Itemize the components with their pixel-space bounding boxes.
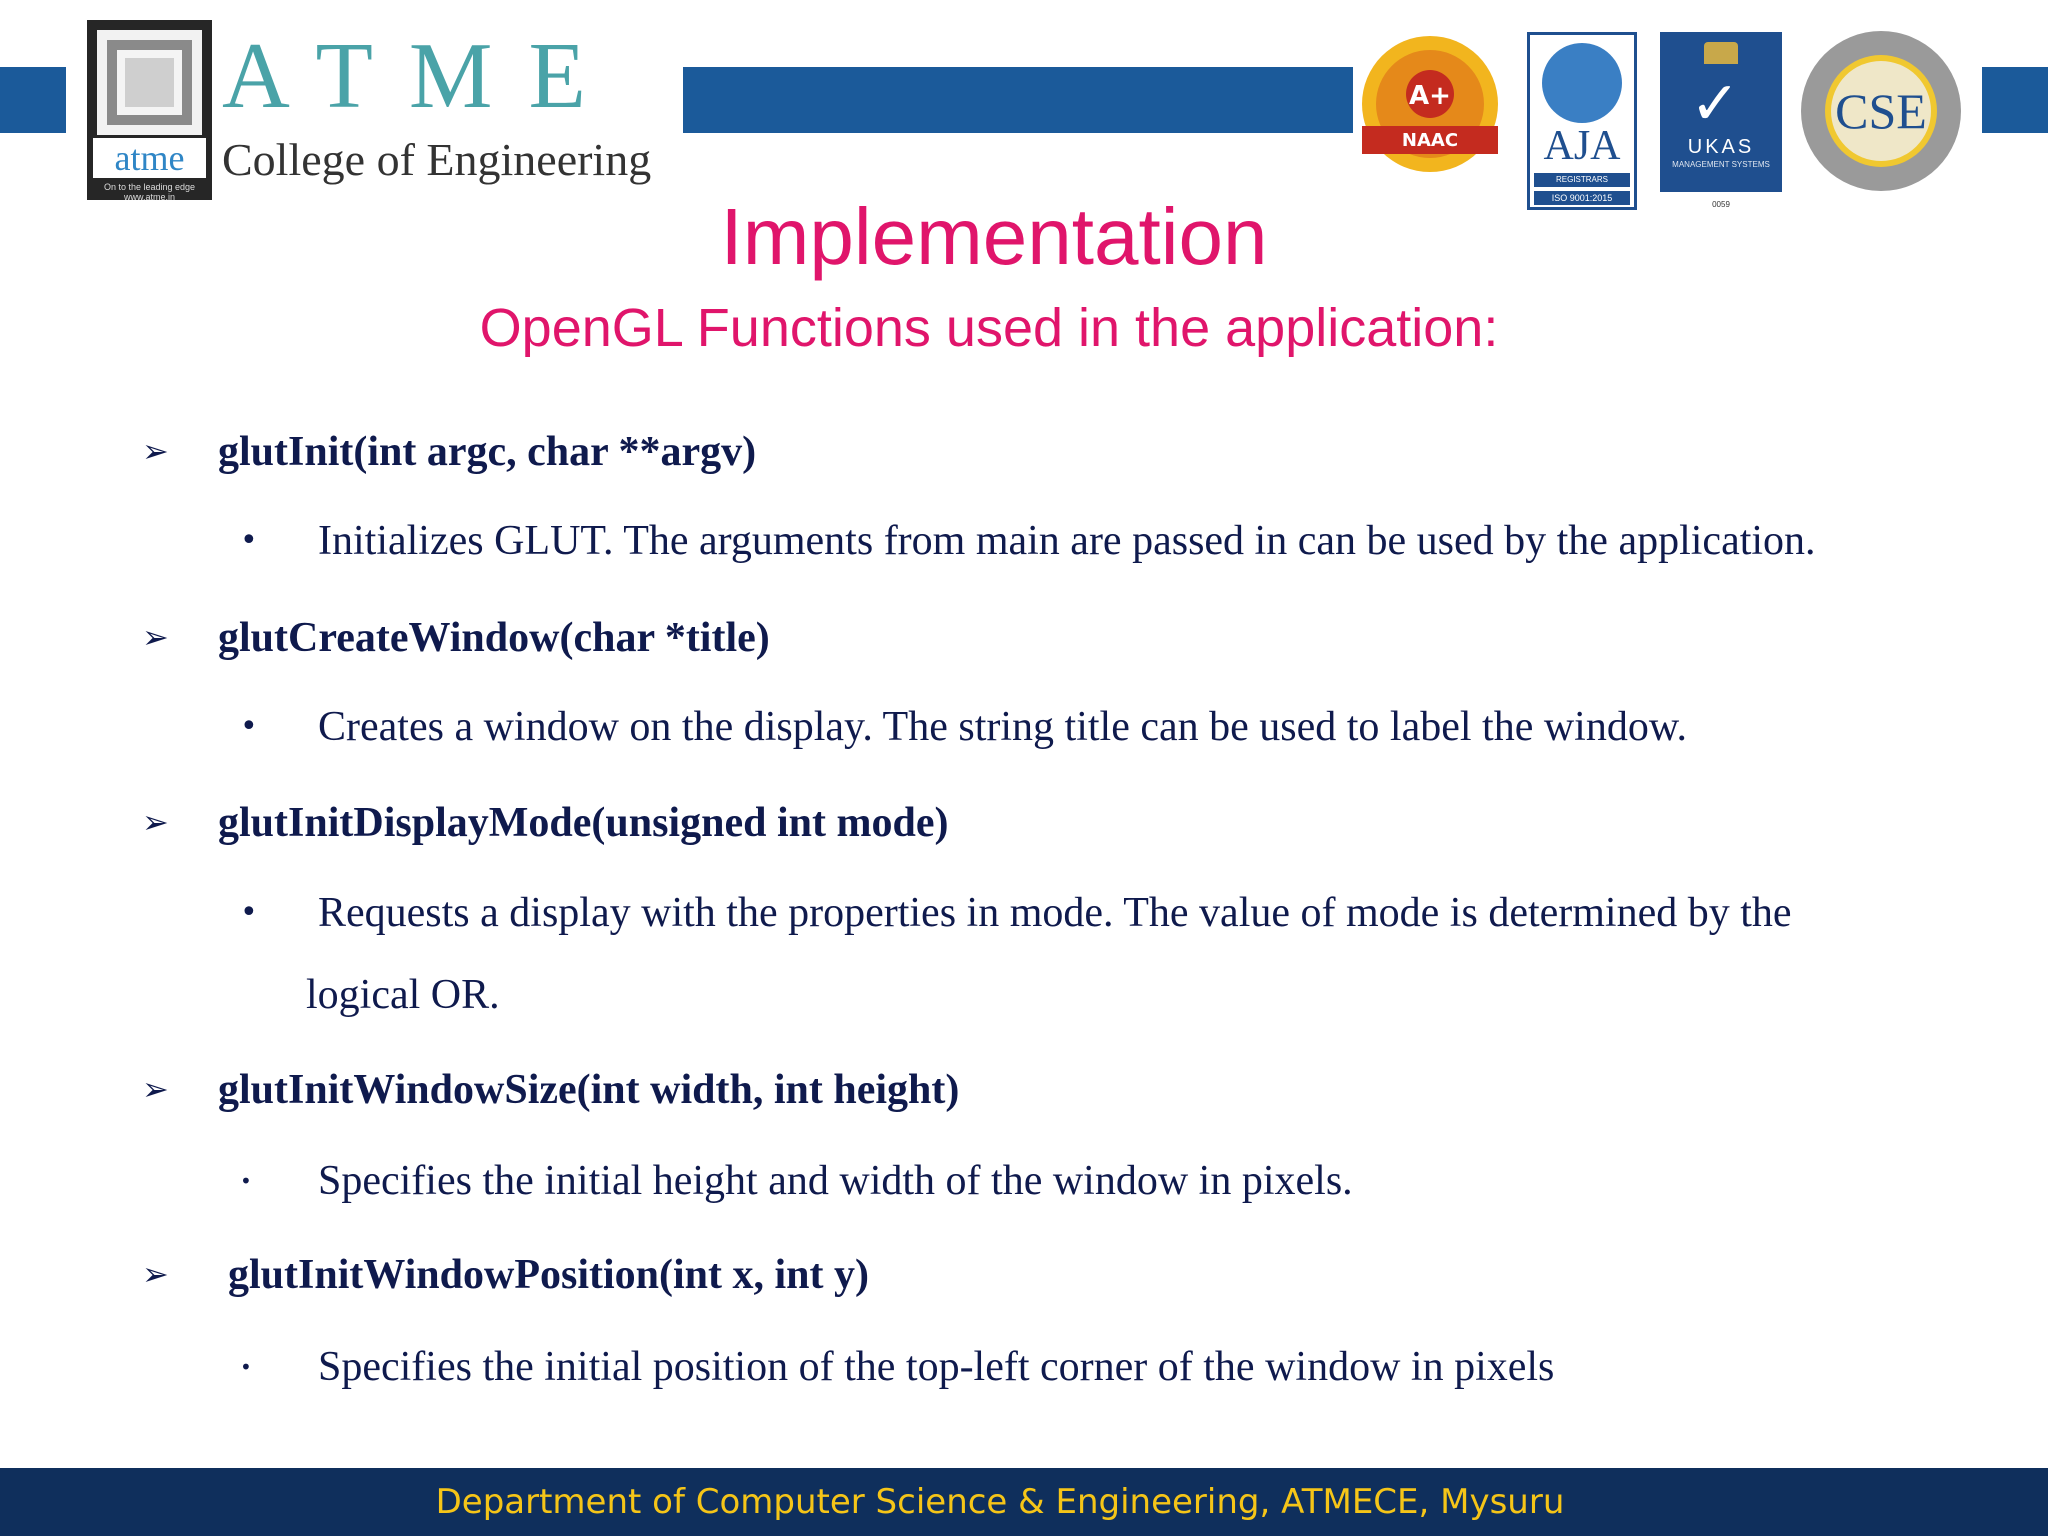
header-band-middle [683, 67, 1353, 133]
college-letters: ATME [222, 24, 622, 128]
function-signature: glutInitWindowPosition(int x, int y) [228, 1252, 870, 1298]
bullet-icon: • [240, 895, 258, 930]
arrow-bullet-icon: ➢ [142, 432, 169, 470]
cse-name: CSE [1835, 83, 1927, 139]
page-title: Implementation [720, 192, 1268, 281]
function-description: • Creates a window on the display. The string title can be used to label the window. [240, 700, 1687, 754]
logo-square-emblem [97, 30, 202, 135]
crown-icon [1704, 42, 1738, 64]
function-item [142, 795, 948, 850]
cse-badge [1798, 28, 1964, 194]
ukas-badge: ✓ UKAS MANAGEMENT SYSTEMS 0059 [1660, 32, 1782, 192]
globe-icon [1542, 43, 1622, 123]
function-signature: glutCreateWindow(char *title) [218, 615, 770, 661]
function-item [142, 610, 770, 665]
arrow-bullet-icon: ➢ [142, 803, 169, 841]
header-band-left [0, 67, 66, 133]
function-signature: glutInitDisplayMode(unsigned int mode) [218, 800, 949, 846]
function-signature: glutInit(int argc, char **argv) [218, 429, 757, 475]
function-item [142, 424, 756, 479]
arrow-bullet-icon: ➢ [142, 1070, 169, 1108]
college-name: College of Engineering [222, 134, 652, 185]
check-icon: ✓ [1690, 69, 1741, 139]
bullet-icon: • [240, 1355, 252, 1379]
function-description: • Specifies the initial position of the top-left corner of the window in pixels [240, 1340, 1554, 1394]
function-description-continued: logical OR. [306, 972, 500, 1018]
footer-text: Department of Computer Science & Engineering, ATMECE, Mysuru [435, 1482, 1565, 1522]
footer-bar [0, 1468, 2048, 1536]
function-description: • Requests a display with the properties in mode. The value of mode is determined by the [240, 886, 1792, 940]
function-item [142, 1247, 869, 1302]
function-description: • Initializes GLUT. The arguments from main are passed in can be used by the application. [240, 514, 1816, 568]
function-signature: glutInitWindowSize(int width, int height) [218, 1067, 960, 1113]
aja-badge: AJA REGISTRARS ISO 9001:2015 [1527, 32, 1637, 210]
header-band-right [1982, 67, 2048, 133]
arrow-bullet-icon: ➢ [142, 618, 169, 656]
naac-grade: A+ [1409, 81, 1451, 111]
logo-name: atme [93, 138, 206, 178]
bullet-icon: • [240, 523, 258, 558]
function-description: • Specifies the initial height and width of the window in pixels. [240, 1154, 1353, 1208]
bullet-icon: • [240, 1169, 252, 1193]
logo-tagline: On to the leading edge www.atme.in [103, 182, 196, 202]
function-item [142, 1062, 959, 1117]
naac-label: NAAC [1401, 130, 1459, 151]
page-subtitle: OpenGL Functions used in the application: [479, 298, 1499, 358]
arrow-bullet-icon: ➢ [142, 1255, 169, 1293]
bullet-icon: • [240, 709, 258, 744]
college-logo [87, 20, 212, 200]
naac-badge [1350, 28, 1510, 188]
